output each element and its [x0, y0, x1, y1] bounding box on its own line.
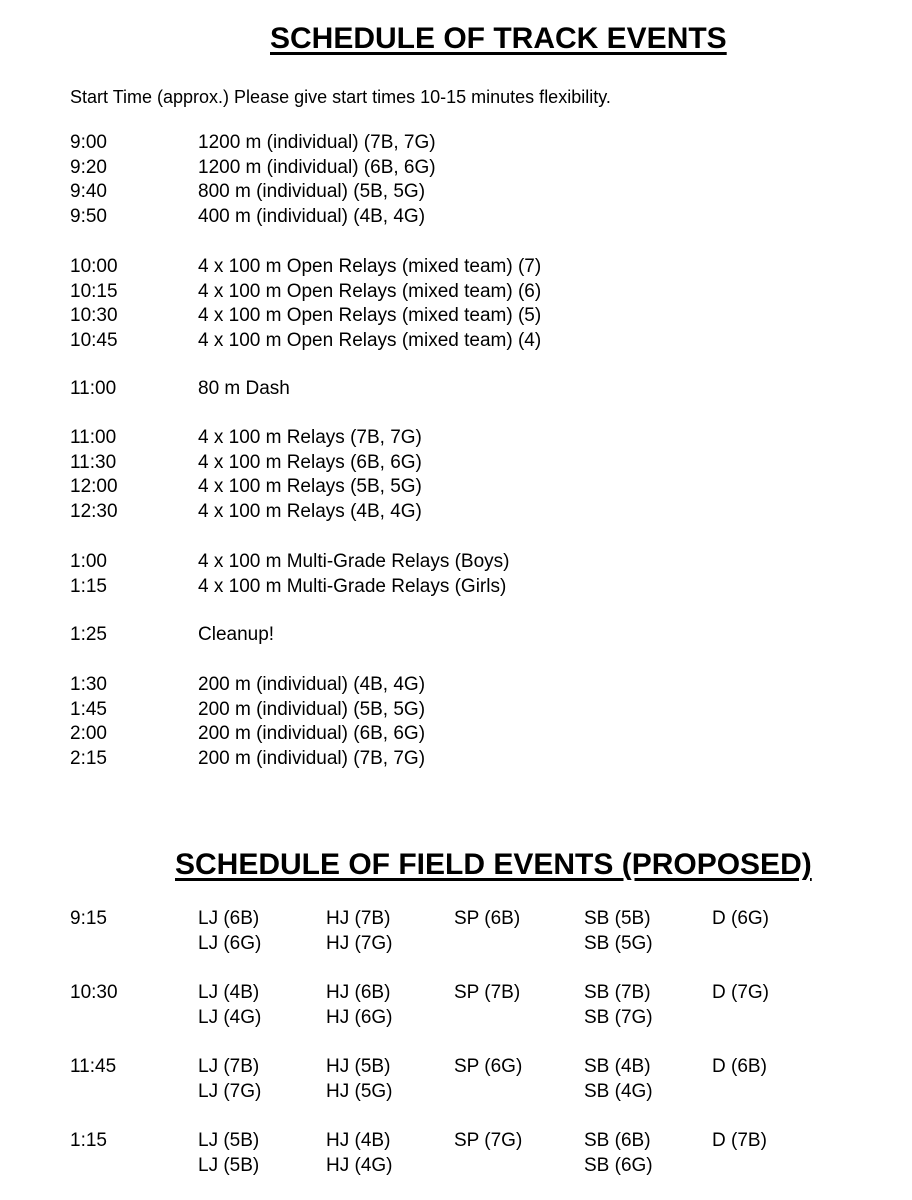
track-event: 200 m (individual) (7B, 7G) — [198, 747, 426, 769]
track-event: 4 x 100 m Open Relays (mixed team) (6) — [198, 280, 542, 302]
track-time: 1:00 — [70, 551, 107, 572]
track-row — [70, 255, 541, 280]
track-time: 10:30 — [70, 305, 118, 326]
field-row — [70, 1129, 870, 1179]
track-time: 11:00 — [70, 427, 117, 448]
track-row — [70, 575, 510, 600]
track-group — [70, 255, 541, 353]
track-event: 4 x 100 m Relays (5B, 5G) — [198, 476, 422, 497]
softball-cell — [584, 1129, 653, 1178]
shot-put-entry: SP (7G) — [454, 1130, 523, 1151]
field-time: 1:15 — [70, 1130, 107, 1151]
shot-put-entry: SP (6G) — [454, 1056, 523, 1077]
track-row — [70, 205, 436, 230]
track-event: 200 m (individual) (5B, 5G) — [198, 698, 426, 720]
track-event: Cleanup! — [198, 624, 275, 645]
softball-entry: SB (6G) — [584, 1154, 653, 1176]
long-jump-entry: LJ (6G) — [198, 932, 262, 954]
track-time: 9:20 — [70, 156, 107, 178]
field-time: 11:45 — [70, 1056, 117, 1077]
track-time: 1:15 — [70, 575, 107, 597]
track-event: 4 x 100 m Relays (4B, 4G) — [198, 500, 422, 522]
field-row — [70, 907, 870, 957]
softball-cell — [584, 981, 653, 1030]
softball-cell — [584, 907, 653, 956]
track-event: 1200 m (individual) (6B, 6G) — [198, 156, 436, 178]
track-event: 1200 m (individual) (7B, 7G) — [198, 132, 436, 153]
discus-entry: D (6B) — [712, 1056, 767, 1077]
softball-entry: SB (7B) — [584, 982, 651, 1003]
track-group — [70, 623, 274, 648]
softball-entry: SB (4G) — [584, 1080, 653, 1102]
field-row — [70, 1055, 870, 1105]
track-time: 12:00 — [70, 476, 118, 497]
track-row — [70, 131, 436, 156]
track-row — [70, 673, 425, 698]
track-group — [70, 377, 290, 402]
track-time: 9:00 — [70, 132, 107, 153]
track-time: 1:45 — [70, 698, 107, 720]
high-jump-entry: HJ (6G) — [326, 1006, 393, 1028]
long-jump-cell — [198, 907, 261, 956]
track-time: 11:00 — [70, 378, 117, 399]
track-time: 10:00 — [70, 256, 118, 277]
track-row — [70, 304, 541, 329]
softball-entry: SB (7G) — [584, 1006, 653, 1028]
track-row — [70, 426, 422, 451]
track-time: 10:45 — [70, 329, 118, 351]
track-group — [70, 673, 425, 771]
track-row — [70, 451, 422, 476]
long-jump-entry: LJ (6B) — [198, 908, 260, 929]
long-jump-cell — [198, 1129, 259, 1178]
track-time: 1:30 — [70, 674, 107, 695]
track-event: 80 m Dash — [198, 378, 290, 399]
track-row — [70, 180, 436, 205]
field-time: 10:30 — [70, 982, 118, 1003]
track-time: 2:15 — [70, 747, 107, 769]
long-jump-entry: LJ (4B) — [198, 982, 260, 1003]
field-time: 9:15 — [70, 908, 107, 929]
high-jump-entry: HJ (5B) — [326, 1056, 391, 1077]
shot-put-entry: SP (7B) — [454, 982, 521, 1003]
track-events-title: SCHEDULE OF TRACK EVENTS — [270, 22, 727, 55]
long-jump-entry: LJ (7B) — [198, 1056, 260, 1077]
start-time-note: Start Time (approx.) Please give start times 10-15 minutes flexibility. — [70, 87, 611, 107]
track-time: 9:40 — [70, 181, 107, 202]
discus-entry: D (7G) — [712, 982, 769, 1003]
track-event: 4 x 100 m Open Relays (mixed team) (7) — [198, 256, 542, 277]
high-jump-entry: HJ (7G) — [326, 932, 393, 954]
high-jump-entry: HJ (7B) — [326, 908, 391, 929]
track-row — [70, 156, 436, 181]
track-row — [70, 722, 425, 747]
track-group — [70, 426, 422, 524]
track-event: 4 x 100 m Relays (6B, 6G) — [198, 451, 422, 473]
long-jump-entry: LJ (7G) — [198, 1080, 262, 1102]
track-group — [70, 131, 436, 229]
track-row — [70, 377, 290, 402]
track-row — [70, 475, 422, 500]
high-jump-entry: HJ (5G) — [326, 1080, 393, 1102]
shot-put-entry: SP (6B) — [454, 908, 521, 929]
track-event: 4 x 100 m Relays (7B, 7G) — [198, 427, 422, 448]
softball-entry: SB (4B) — [584, 1056, 651, 1077]
track-row — [70, 747, 425, 772]
track-time: 10:15 — [70, 280, 118, 302]
track-event: 200 m (individual) (4B, 4G) — [198, 674, 426, 695]
track-row — [70, 550, 510, 575]
track-row — [70, 280, 541, 305]
long-jump-entry: LJ (5B) — [198, 1130, 260, 1151]
track-time: 2:00 — [70, 723, 107, 744]
softball-cell — [584, 1055, 653, 1104]
track-row — [70, 500, 422, 525]
high-jump-cell — [326, 1055, 393, 1104]
track-time: 12:30 — [70, 500, 118, 522]
high-jump-entry: HJ (4B) — [326, 1130, 391, 1151]
track-time: 9:50 — [70, 205, 107, 227]
long-jump-cell — [198, 981, 261, 1030]
track-event: 200 m (individual) (6B, 6G) — [198, 723, 426, 744]
track-event: 400 m (individual) (4B, 4G) — [198, 205, 426, 227]
high-jump-entry: HJ (6B) — [326, 982, 391, 1003]
track-group — [70, 550, 510, 599]
track-time: 1:25 — [70, 624, 107, 645]
softball-entry: SB (5G) — [584, 932, 653, 954]
track-row — [70, 329, 541, 354]
high-jump-cell — [326, 907, 393, 956]
track-event: 4 x 100 m Multi-Grade Relays (Girls) — [198, 575, 507, 597]
softball-entry: SB (6B) — [584, 1130, 651, 1151]
track-row — [70, 623, 274, 648]
track-event: 4 x 100 m Open Relays (mixed team) (5) — [198, 305, 542, 326]
high-jump-cell — [326, 1129, 393, 1178]
softball-entry: SB (5B) — [584, 908, 651, 929]
long-jump-entry: LJ (4G) — [198, 1006, 262, 1028]
long-jump-cell — [198, 1055, 261, 1104]
track-event: 800 m (individual) (5B, 5G) — [198, 181, 426, 202]
track-time: 11:30 — [70, 451, 117, 473]
high-jump-cell — [326, 981, 393, 1030]
high-jump-entry: HJ (4G) — [326, 1154, 393, 1176]
field-events-title: SCHEDULE OF FIELD EVENTS (PROPOSED) — [175, 848, 812, 881]
discus-entry: D (7B) — [712, 1130, 767, 1151]
track-event: 4 x 100 m Multi-Grade Relays (Boys) — [198, 551, 510, 572]
track-event: 4 x 100 m Open Relays (mixed team) (4) — [198, 329, 542, 351]
long-jump-entry: LJ (5B) — [198, 1154, 260, 1176]
field-row — [70, 981, 870, 1031]
discus-entry: D (6G) — [712, 908, 769, 929]
track-row — [70, 698, 425, 723]
